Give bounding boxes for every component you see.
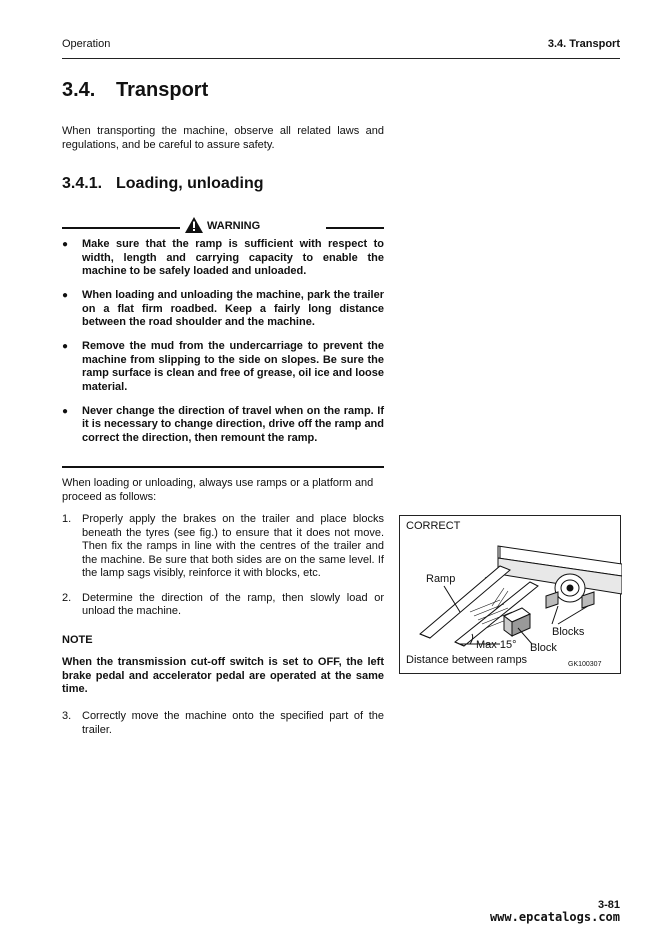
- step-item: [62, 710, 384, 737]
- loading-ramp-figure: [399, 515, 621, 674]
- bullet-icon: ●: [62, 405, 69, 417]
- step-item: [62, 592, 384, 619]
- warning-item: [62, 289, 384, 330]
- header-rule: [62, 58, 620, 59]
- ramp-illustration: [400, 516, 622, 675]
- warning-item: [62, 340, 384, 394]
- warning-item-text: Make sure that the ramp is sufficient with respect to width, length and carrying capacity to enable the machine to be safely loaded and unloaded.: [82, 238, 384, 277]
- watermark: www.epcatalogs.com: [489, 910, 620, 924]
- warning-list: [62, 238, 384, 456]
- section-title-text: Transport: [116, 79, 209, 101]
- bullet-icon: ●: [62, 239, 69, 250]
- page-number: 3-81: [597, 899, 620, 911]
- steps-list-continued: [62, 710, 384, 737]
- step-number: 2.: [62, 591, 72, 604]
- step-text: Properly apply the brakes on the trailer and place blocks beneath the tyres (see fig.) to ensure that it does not move. Then fix the ramps in line with the centres of the trailer and the machine. Be sure that both sides are on the same level. If the lamp sags visibly, reinforce it with blocks, etc.: [82, 513, 384, 579]
- figure-title: CORRECT: [406, 520, 461, 532]
- section-number: 3.4.: [62, 79, 96, 101]
- warning-rule-left: [62, 227, 180, 229]
- warning-item: [62, 405, 384, 446]
- bullet-icon: ●: [62, 290, 69, 301]
- note-text: When the transmission cut-off switch is set to OFF, the left brake pedal and accelerator pedal are operated at the same time.: [62, 656, 384, 695]
- subsection-title-text: Loading, unloading: [116, 175, 264, 192]
- section-title: [62, 79, 208, 102]
- figure-label-blocks: Blocks: [552, 626, 585, 638]
- figure-label-ramp: Ramp: [426, 573, 456, 585]
- warning-header: [62, 216, 384, 234]
- warning-item-text: Remove the mud from the undercarriage to prevent the machine from slipping to the side on slopes. Be sure the ramp surface is clean and free of grease, oil ice and loose material.: [82, 340, 385, 393]
- steps-list: [62, 513, 384, 630]
- warning-bottom-rule: [62, 466, 384, 468]
- step-item: [62, 513, 384, 581]
- warning-item-text: Never change the direction of travel when on the ramp. If it is necessary to change direction, drive off the ramp and correct the direction, then remount the ramp.: [82, 404, 384, 444]
- page-header-title: 3.4. Transport: [547, 38, 620, 50]
- warning-rule-right: [326, 227, 384, 229]
- warning-label: WARNING: [207, 220, 261, 232]
- step-number: 3.: [62, 710, 72, 722]
- figure-label-block: Block: [530, 642, 557, 654]
- warning-triangle-icon: [185, 217, 203, 233]
- bullet-icon: ●: [62, 341, 69, 352]
- warning-item: [62, 238, 384, 279]
- step-text: Determine the direction of the ramp, then slowly load or unload the machine.: [82, 591, 384, 617]
- figure-code: GK100307: [568, 661, 602, 668]
- figure-label-max-angle: Max 15°: [476, 639, 517, 651]
- note-heading: NOTE: [62, 634, 93, 646]
- steps-intro: When loading or unloading, always use ramps or a platform and proceed as follows:: [62, 477, 374, 503]
- warning-item-text: When loading and unloading the machine, park the trailer on a flat firm roadbed. Keep a fairly long distance between the road shoulder and the machine.: [82, 289, 384, 328]
- step-number: 1.: [62, 513, 72, 525]
- subsection-title: [62, 175, 264, 193]
- figure-label-distance: Distance between ramps: [406, 654, 528, 666]
- page-header-section: Operation: [62, 38, 111, 50]
- subsection-number: 3.4.1.: [62, 175, 103, 192]
- step-text: Correctly move the machine onto the specified part of the trailer.: [82, 710, 384, 736]
- intro-paragraph: When transporting the machine, observe all related laws and regulations, and be careful to assure safety.: [62, 125, 384, 151]
